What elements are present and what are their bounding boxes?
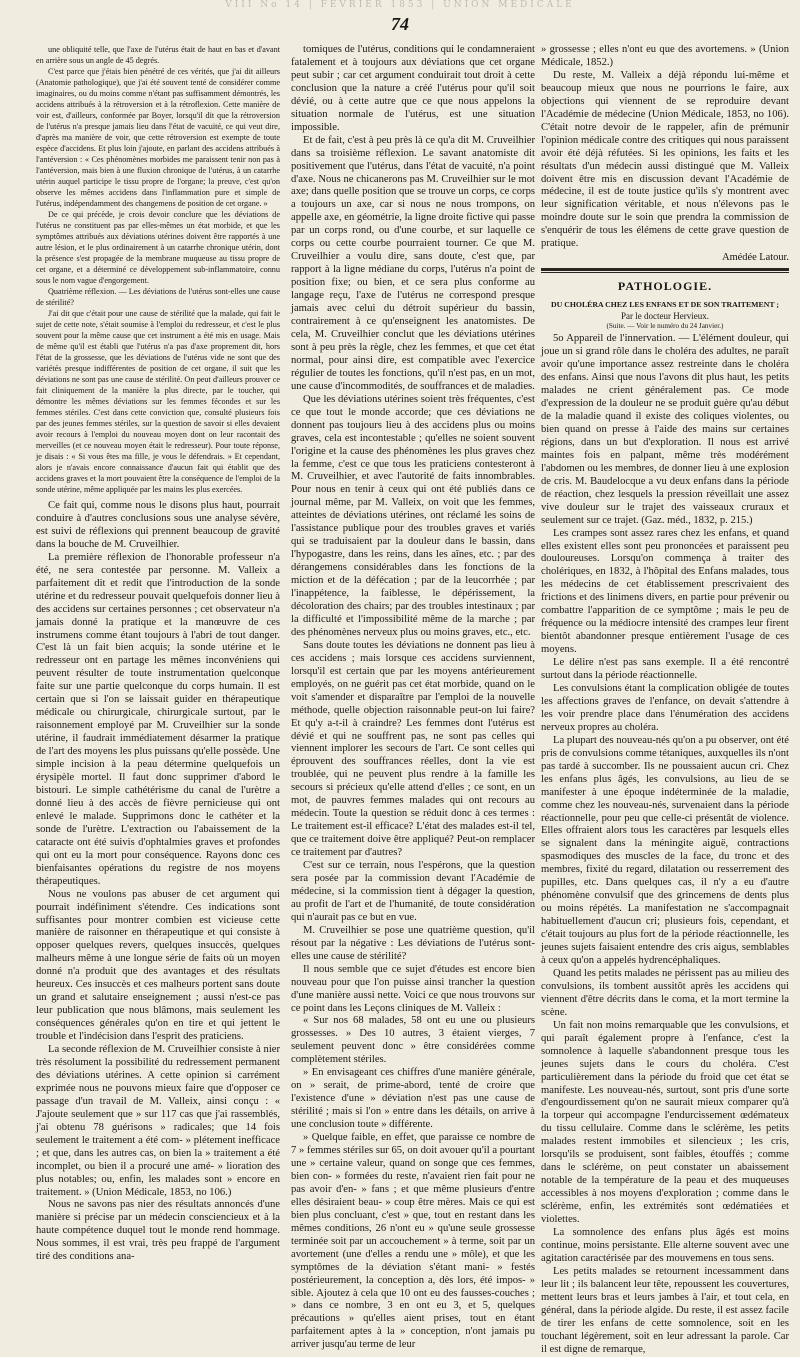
paragraph: Les petits malades se retournent incessamment dans leur lit ; ils balancent leur tête, repoussent les couvertures, mettent leurs bras et leurs jambes à l'air, et tout cela, en général, dans la période algide. Du reste, il est assez facile de tirer les enfans de cette somnolence, soit en les touchant légèrement, soit en leur adressant la parole. Car il est digne de remarque, xyxy=(541,1265,789,1355)
paragraph: Les convulsions étant la complication obligée de toutes les affections graves de l'enfance, on devait s'attendre à les voir prendre place dans l'énumération des accidens nerveux propres au choléra. xyxy=(541,682,789,733)
paragraph: 5o Appareil de l'innervation. — L'élément douleur, qui joue un si grand rôle dans le choléra des adultes, ne paraît avoir qu'une importance assez restreinte dans le choléra des enfans. Ainsi que nous l'avons dit plus haut, les petits malades ne crient généralement pas. Ce mode d'expression de la douleur ne se produit guère qu'au début de la maladie quand il existe des coliques violentes, ou bien quand on presse à l'aide des mains sur certaines régions, dans un but d'exploration. Il nous est arrivé maintes fois en palpant, même très modérément l'abdomen ou les membres, de donner lieu à une explosion de cris. M. Baudelocque a vu deux enfans dans la période de réaction, chez lesquels la pression réveillait une assez vive douleur sur le trajet des vaisseaux cruraux et seulement sur ce trajet. (Gaz. méd., 1832, p. 215.) xyxy=(541,333,789,526)
article-author: Par le docteur Hervieux. xyxy=(621,311,709,322)
paragraph: La somnolence des enfans plus âgés est moins continue, moins persistante. Elle alterne souvent avec une agitation caractérisée par des mouvemens en tous sens. xyxy=(541,1227,789,1264)
section-rule-thin xyxy=(541,272,789,273)
paragraph: Un fait non moins remarquable que les convulsions, et qui paraît également propre à l'enfance, c'est la somnolence à laquelle s'abandonnent presque tous les jeunes sujets dans le cours du choléra. C'est particulièrement dans la période du froid que cet état se manifeste. Les nouveau-nés, surtout, sont pris d'une sorte d'engourdissement qu'on ne saurait mieux comparer qu'à la torpeur qui accompagne l'endurcissement œdémateux du tissu cellulaire. Comme dans le sclérème, les petits malades restent immobiles et silencieux ; les cris, lorsqu'ils se produisent, sont faibles, étouffés ; comme dans le sclérème, on peut constater un abaissement notable de la température de la peau et des muqueuses accessibles à nos moyens d'exploration ; comme dans le sclérème, enfin, les extrémités sont œdématiées et violettes. xyxy=(541,1019,789,1226)
signature: Amédée Latour. xyxy=(722,252,789,264)
paragraph: Le délire n'est pas sans exemple. Il a été rencontré surtout dans la période réactionnelle. xyxy=(541,657,789,682)
page-number: 74 xyxy=(391,14,409,34)
paragraph: M. Cruveilhier se pose une quatrième question, qu'il résout par la négative : Les déviations de l'utérus sont-elles une cause de stérilité? xyxy=(291,924,535,962)
quoted-paragraph: » Quelque faible, en effet, que paraisse ce nombre de 7 » femmes stériles sur 65, on doit avouer qu'il a pourtant une » certaine valeur, quand on songe que ces femmes, bien con- » formées du reste, n'avaient rien fait pour ne pas avoir d'en- » fans ; et que même plusieurs d'entre elles désiraient beau- » coup être mères. Mais ce qui est bien plus concluant, c'est » que, tout en restant dans les mêmes conditions, 26 n'ont eu » qu'une seule grossesse terminée soit par un accouchement » à terme, soit par un avortement (une d'elles a rendu une » môle), et que les symptômes de la déviation s'étant mani- » festés postérieurement, la conception a, dès lors, été impos- » sible. Ajoutez à cela que 10 ont eu des fausses-couches ; » dans ce nombre, 3 en ont eu 3, et 5, quelques précautions » qu'elles aient prises, tout en étant parfaitement aptes à la » conception, n'ont jamais pu arriver jusqu'au terme de leur xyxy=(291,1132,535,1351)
paragraph: » grossesse ; elles n'ont eu que des avortemens. » (Union Médicale, 1852.) xyxy=(541,44,789,68)
section-title: PATHOLOGIE. xyxy=(617,279,713,294)
paragraph: une obliquité telle, que l'axe de l'utérus était de haut en bas et d'avant en arrière sous un angle de 45 degrés. xyxy=(36,45,280,65)
paragraph: Du reste, M. Valleix a déjà répondu lui-même et beaucoup mieux que nous ne pourrions le faire, aux objections qui viennent de se reproduire devant l'Académie de médecine (Union Médicale, 1853, no 106). C'était notre devoir de le rappeler, afin de prémunir l'opinion médicale contre des critiques qui nous paraissent avoir été déjà réfutées. Si les opinions, les faits et les résultats d'un médecin aussi distingué que M. Valleix doivent être mis en discussion devant l'Académie de médecine, il est de toute justice qu'ils s'y montrent avec leur signification véritable, et nous n'élevons pas le moindre doute sur le soin que prendra la commission de s'enquérir de tous les élémens de cette grave question de pratique. xyxy=(541,69,789,250)
paragraph: La plupart des nouveau-nés qu'on a pu observer, ont été pris de convulsions comme tétaniques, auxquelles ils n'ont pas tardé à succomber. Ils ne poussaient aucun cri. Chez les enfans plus âgés, les convulsions, au lieu de se manifester à une époque indéterminée de la maladie, comme chez les nouveau-nés, survenaient dans la période réactionnelle, pour peu que celle-ci présentât de violence. Elles offraient alors tous les caractères par lesquels elles se signalent dans la méningite aiguë, contractions spasmodiques des muscles de la face, du tronc et des membres, fixité du regard, dilatation ou resserrement des pupilles, etc. Dans quelques cas, il n'y a eu d'autre phénomène convulsif que des grincemens de dents plus ou moins répétés. La manifestation ne s'accompagnait habituellement d'aucun cri; plusieurs fois, cependant, et c'était toujours au plus fort de la période réactionnelle, les jeunes sujets faisaient entendre des cris aigus, semblables à ceux qu'on a appelés hydrencéphaliques. xyxy=(541,734,789,966)
paragraph: C'est sur ce terrain, nous l'espérons, que la question sera posée par la commission devant l'Académie de médecine, si la commission tient à dégager la question, au profit de l'art et de l'humanité, de toute considération qui n'aurait pas ce but en vue. xyxy=(291,860,535,923)
paragraph: Nous ne voulons pas abuser de cet argument qui pourrait indéfiniment s'étendre. Ces indications sont suffisantes pour montrer combien est vicieuse cette manière de raisonner en thérapeutique et qui consiste à opposer quelques revers, quelques insuccès, quelques malheurs même à une longue série de faits où un moyen donné n'a produit que des avantages et des résultats heureux. Ces insuccès et ces malheurs portent sans doute un grand et salutaire enseignement ; aussi n'est-ce pas leur publication que nous blâmons, mais seulement les conséquences générales qu'on en tire et qui jettent le trouble et l'indécision dans l'esprit des praticiens. xyxy=(36,888,280,1043)
quoted-paragraph: » En envisageant ces chiffres d'une manière générale, on » serait, de prime-abord, tenté de croire que l'existence d'une » déviation n'est pas une cause de stérilité ; mais si l'on » entre dans les détails, on arrive à une conclusion toute » différente. xyxy=(291,1067,535,1131)
paragraph: Sans doute toutes les déviations ne donnent pas lieu à ces accidens ; mais lorsque ces accidens surviennent, lorsqu'il est certain que par les moyens antérieurement employés, on ne guérit pas cet état morbide, quand on le voit s'amender et disparaître par l'emploi de la nouvelle méthode, quelle objection raisonnable peut-on lui faire? Et qu'y a-t-il à craindre? Les femmes dont l'utérus est dévié et qui ne souffrent pas, ne sont pas celles qui viennent implorer les secours de l'art. Ce sont celles qui éprouvent des souffrances réelles, dont la vie est troublée, qui ne peuvent plus rendre à la famille les secours si précieux qu'elle attend d'elles ; ce sont, en un mot, de pauvres femmes malades qui ont recours au médecin. Toute la question se réduit donc à ces termes : Le traitement est-il efficace? L'état des malades est-il tel, que ce traitement doive être appliqué? Peut-on remplacer ce traitement par d'autres? xyxy=(291,639,535,859)
paragraph: J'ai dit que c'était pour une cause de stérilité que la malade, qui fait le sujet de cette note, s'était soumise à l'emploi du redresseur, et c'est le plus souvent pour la même cause que cet instrument a été mis en usage. Mais de même qu'il est établi que l'utérus n'a pas d'axe proprement dit, hors l'état de la grossesse, que les déviations de l'utérus vide ne sont que des variétés presque indifférentes de position de cet organe, il suit que les déviations ne sont pas une cause de stérilité. On peut d'ailleurs prouver ce fait cliniquement de la manière la plus directe, par le toucher, qui démontre les mêmes déviations sur les femmes fécondes et sur les femmes stériles. C'est dans cette conviction que, consulté plusieurs fois par des jeunes femmes stériles, sur la question de savoir si elles devaient avoir recours à l'emploi du nouveau moyen dont on leur racontait des merveilles (et ce nouveau moyen était le redresseur). Pour toute réponse, je disais : « Si vous êtes ma fille, je vous le défendrais. » Et cependant, alors je n'avais encore connaissance d'aucun fait qui établit que des accidens graves et la mort pouvaient être la conséquence de l'emploi de la sonde utérine, même appliquée par les mains les plus exercées. xyxy=(36,309,280,494)
page-header xyxy=(0,0,800,40)
continuation-note: (Suite. — Voir le numéro du 24 Janvier.) xyxy=(606,322,724,331)
quoted-paragraph: « Sur nos 68 malades, 58 ont eu une ou plusieurs grossesses. » Des 10 autres, 3 étaient vierges, 7 seulement peuvent donc » être considérées comme complètement stériles. xyxy=(291,1015,535,1066)
right-column xyxy=(541,44,789,1355)
paragraph: La première réflexion de l'honorable professeur n'a été, ne sera contestée par personne. M. Valleix a parfaitement dit et redit que l'introduction de la sonde utérine et du redresseur pouvait quelquefois donner lieu à des accidens sur certaines personnes ; cet observateur n'a jamais donné la pratique et la manœuvre de ces instrumens comme étant toujours à l'abri de tout danger. C'est là un fait bien acquis; la sonde utérine et le redresseur ont en partage les mêmes inconvéniens qui peuvent résulter de toute instrumentation quelconque faite sur une partie quelconque du corps humain. Il est certain que si l'on se laissait guider en thérapeutique médicale ou chirurgicale, chirurgicale surtout, par le raisonnement employé par M. Cruveilhier sur la sonde utérine, il faudrait immédiatement désarmer la pratique de l'art des moyens les plus puissans qu'elle possède. Une simple incision à la peau détermine quelquefois un érysipèle mortel. Il faut donc supprimer d'abord le bistouri. Le simple cathétérisme du canal de l'urètre a donné lieu à des accès de fièvre pernicieuse qui ont enlevé le malade. Supprimons donc le cathéter et la sonde de l'urètre. L'extraction ou l'abaissement de la cataracte ont été suivis d'ophtalmies graves et profondes qui ont eu la mort pour conséquence. Rayons donc ces bienfaisantes opérations du registre de nos moyens thérapeutiques. xyxy=(36,551,280,887)
paragraph: Ce fait qui, comme nous le disons plus haut, pourrait conduire à d'autres conclusions sous une analyse sévère, est suivi de réflexions qui prennent beaucoup de gravité dans la bouche de M. Cruveilhier. xyxy=(36,500,280,550)
paragraph: Les crampes sont assez rares chez les enfans, et quand elles existent elles sont peu prononcées et paraissent peu douloureuses. Lorsqu'on commença à traiter des cholériques, en 1832, à l'hôpital des Enfans malades, tous les médecins de cet établissement prescrivaient des frictions et des linimens divers, en partie pour prévenir ou combattre l'apparition de ce symptôme ; mais le peu de fréquence ou la médiocre intensité des crampes leur firent bientôt abandonner presque entièrement l'usage de ces moyens. xyxy=(541,527,789,656)
paragraph: Que les déviations utérines soient très fréquentes, c'est ce que tout le monde accorde; que ces déviations ne donnent pas toujours lieu à des accidens plus ou moins graves, cela est incontestable ; qu'elles ne soient souvent l'origine et la cause des phénomènes les plus graves chez la femme, c'est ce que tous les praticiens contesteront à M. Cruveilhier, et avec l'autorité de faits innombrables. Pour nous en tenir à ceux qui ont été publiés dans ce journal même, par M. Valleix, on voit que les femmes, atteintes de déviations utérines, ont réclamé les soins de l'assistance publique pour des troubles graves et variés qui se traduisaient par la douleur dans le bassin, dans l'hypogastre, dans les reins, dans les aînes, etc. ; par des dérangemens considérables dans les fonctions de la miction et de la défécation ; par de la leucorrhée ; par l'inappétence, la faiblesse, le dépérissement, la décoloration des chairs; par des troubles intestinaux ; par la difficulté et l'impossibilité même de la marche ; par des phénomènes nerveux plus ou moins graves, etc., etc. xyxy=(291,393,535,638)
paragraph: Quand les petits malades ne périssent pas au milieu des convulsions, ils tombent aussitôt après les accidens qui viennent d'être décrits dans le coma, et la mort termine la scène. xyxy=(541,967,789,1018)
running-head: VIII No 14 | FEVRIER 1853 | UNION MEDICALE xyxy=(225,0,575,10)
paragraph: Et de fait, c'est à peu près là ce qu'a dit M. Cruveilhier dans sa troisième réflexion. Le savant anatomiste dit positivement que l'utérus, dans l'état de vacuité, n'a point d'axe. Nous ne chicanerons pas M. Cruveilhier sur le mot axe; dans quelle position que se trouve un corps, ce corps a toujours un axe, car si nous ne nous trompons, on appelle axe, en géométrie, la ligne droite fictive qui passe par un corps rond, ou d'une courbe, et sur laquelle ce corps ou cette courbe pourraient tourner. Ce que M. Cruveilhier a voulu dire, sans doute, c'est que, par rapport à la ligne médiane du corps, l'utérus n'a point de position fixe; ou bien, et ce sera plus conforme au langage reçu, l'axe de l'utérus ne correspond presque jamais avec celui du détroit supérieur du bassin, contrairement à ce qu'enseignent les anatomistes. De cela, M. Cruveilhier conclut que les déviations utérines sont à peu près la règle, chez les femmes, et que cet état normal, pour ainsi dire, est compatible avec l'exercice régulier de toutes les fonctions, qu'il n'est pas, en un mot, une cause d'incommodités, de souffrances et de maladies. xyxy=(291,134,535,392)
paragraph: C'est parce que j'étais bien pénétré de ces vérités, que j'ai dit ailleurs (Anatomie pathologique), que j'ai été souvent tenté de considérer comme imaginaires, ou du moins comme n'étant pas suffisamment démontrés, les accidens attribués à la rétroversion et à la rétroflexion. Cette manière de voir est, d'ailleurs, conformée par Boyer, lorsqu'il dit que la rétroversion de l'utérus n'a presque jamais lieu dans l'état de vacuité, ce qui veut dire, d'après ma manière de voir, que cette rétroversion est exempte de toute espèce d'accidens. Et plus loin j'ajoute, en parlant des accidens attribués à l'antéversion : « Ces phénomènes morbides me paraissent tenir non pas à l'antéversion, mais bien à une fluxion chronique de l'utérus, à un catarrhe utérin auquel participe le tissu propre de l'organe; la preuve, c'est qu'on observe les mêmes accidens dans l'inflammation pure et simple de l'utérus, indépendamment des changemens de position de cet organe. » xyxy=(36,67,280,208)
article-title: DU CHOLÉRA CHEZ LES ENFANS ET DE SON TRAITEMENT ; xyxy=(551,300,779,310)
section-rule xyxy=(541,268,789,271)
left-column xyxy=(36,44,280,1263)
paragraph: Quatrième réflexion. — Les déviations de l'utérus sont-elles une cause de stérilité? xyxy=(36,287,280,307)
paragraph: Il nous semble que ce sujet d'études est encore bien nouveau pour que l'on puisse ainsi trancher la question d'une manière aussi nette. Voici ce que nous trouvons sur ce point dans les Leçons cliniques de M. Valleix : xyxy=(291,963,535,1014)
paragraph: tomiques de l'utérus, conditions qui le condamneraient fatalement et à toujours aux déviations que cet organe peut subir ; car cet argument conduirait tout droit à cette conclusion que la nature a créé l'utérus pour qu'il soit dévié, ou à cette autre que ce que nous appelons la situation normale de l'utérus, est une situation impossible. xyxy=(291,44,535,133)
paragraph: De ce qui précède, je crois devoir conclure que les déviations de l'utérus ne constituent pas par elles-mêmes un état morbide, et que les symptômes attribués aux déviations utérines doivent être rapportés à une autre lésion, et le plus ordinairement à un catarrhe chronique utérin, dont la présence s'est propagée de la membrane muqueuse au tissu propre de cet organe, et a déterminé ce développement sub-inflammatoire, connu sous le nom vague d'engorgement. xyxy=(36,210,280,285)
paragraph: La seconde réflexion de M. Cruveilhier consiste à nier très résolument la possibilité du redressement permanent des déviations utérines. A cette opinion si carrément exprimée nous ne pouvons mieux faire que d'opposer ce passage d'un travail de M. Valleix, ainsi conçu : « J'ajoute seulement que » sur 117 cas que j'ai rassemblés, j'ai obtenu 78 guérisons » radicales; que 14 fois seulement le traitement a été com- » plétement inefficace ; et que, dans les autres cas, on bien la » traitement a été incomplet, ou bien il a procuré une amé- » lioration des plus notables; ou, enfin, les malades sont » encore en traitement. » (Union Médicale, 1853, no 106.) xyxy=(36,1044,280,1198)
middle-column xyxy=(291,44,535,1351)
paragraph: Nous ne savons pas nier des résultats annoncés d'une manière si précise par un médecin consciencieux et à la haute compétence duquel tout le monde rend hommage. Nous sommes, il est vrai, très peu frappé de l'argument tiré des conditions ana- xyxy=(36,1199,280,1263)
